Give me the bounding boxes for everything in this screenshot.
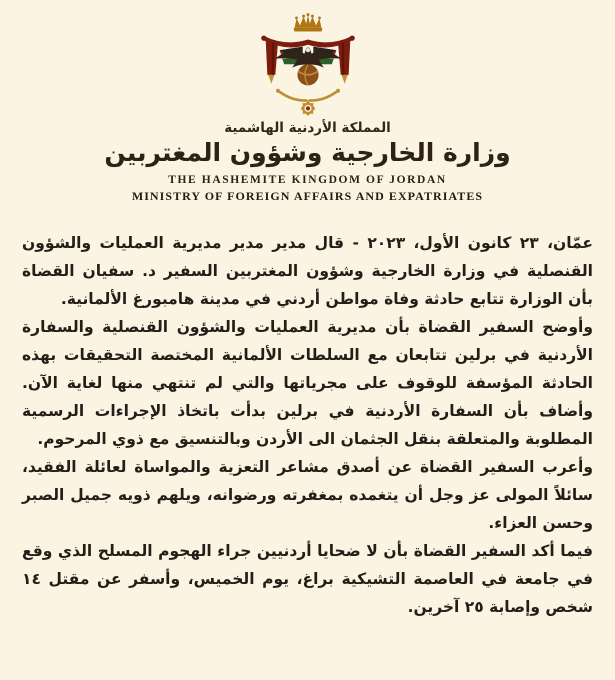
statement-paragraph-3: وأعرب السفير القضاة عن أصدق مشاعر التعزية والمواساة لعائلة الفقيد، سائلاً المولى عز وجل أن يتغمده بمغفرته ورضوانه، ويلهم ذويه جميل الصبر وحسن العزاء. [22, 458, 593, 533]
ministry-name-english: MINISTRY OF FOREIGN AFFAIRS AND EXPATRIATES [131, 189, 484, 204]
statement-paragraph-1: عمّان، ٢٣ كانون الأول، ٢٠٢٣ - قال مدير مدير مديرية العمليات والشؤون القنصلية في وزارة الخارجية وشؤون المغتربين السفير د. سفيان القضاة بأن الوزارة تتابع حادثة وفاة مواطن أردني في مدينة هامبورغ الألمانية. [22, 234, 593, 309]
statement-paragraph-4: فيما أكد السفير القضاة بأن لا ضحايا أردنيين جراء الهجوم المسلح الذي وقع في جامعة في العاصمة التشيكية براغ، يوم الخميس، وأسفر عن مقتل ١٤ شخص وإصابة ٢٥ آخرين. [22, 542, 593, 617]
statement-body [22, 229, 593, 621]
statement-paragraph-2: وأوضح السفير القضاة بأن مديرية العمليات والشؤون القنصلية والسفارة الأردنية في برلين تتابعان مع السلطات الألمانية المختصة التحقيقات بهذه الحادثة المؤسفة للوقوف على مجرياتها والتي لم تنتهي منها لغاية الآن. وأضاف بأن السفارة الأردنية في برلين بدأت باتخاذ الإجراءات الرسمية المطلوبة والمتعلقة بنقل الجثمان الى الأردن وبالتنسيق مع ذوي المرحوم. [22, 318, 593, 449]
kingdom-name-arabic: المملكة الأردنية الهاشمية [224, 120, 391, 136]
crown-shape [293, 13, 321, 31]
ministry-letterhead [0, 0, 615, 204]
jordan-coat-of-arms-icon [255, 13, 361, 119]
star-medal-shape [300, 100, 315, 115]
wreath-shape [276, 89, 340, 101]
kingdom-name-english: THE HASHEMITE KINGDOM OF JORDAN [168, 174, 447, 187]
globe-shape [297, 64, 318, 85]
ministry-name-arabic: وزارة الخارجية وشؤون المغتربين [104, 138, 511, 167]
